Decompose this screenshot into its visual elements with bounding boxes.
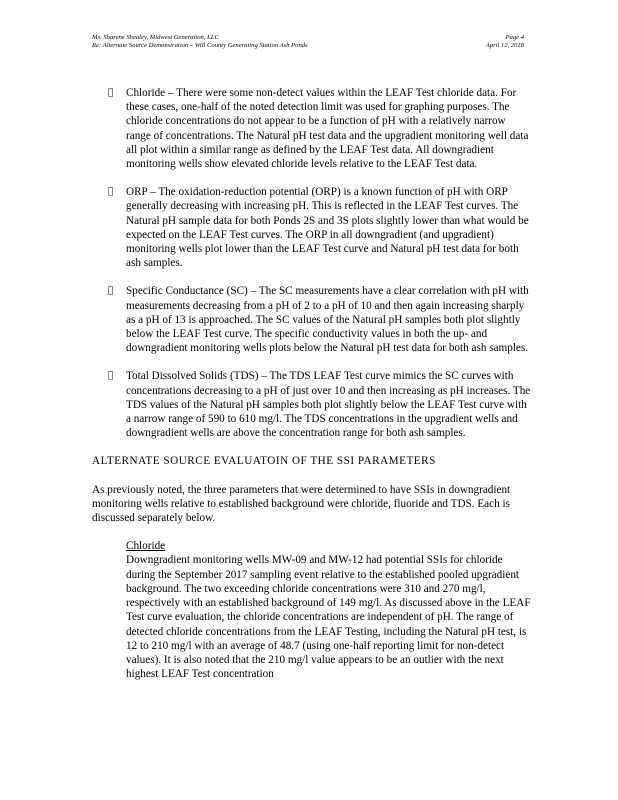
header-recipient: Ms. Sharene Shealey, Midwest Generation, LLC: [92, 34, 219, 41]
bullet-text: Total Dissolved Solids (TDS) – The TDS LEAF Test curve mimics the SC curves with concentrations decreasing to a pH of just over 10 and then increasing as pH increases. The TDS values of the Natural pH samples both plot slightly below the LEAF Test curve with a narrow range of 590 to 610 mg/l. The TDS concentrations in the upgradient wells and downgradient wells are above the concentration range for both ash samples.: [126, 370, 531, 440]
header-subject: Re: Alternate Source Demonstration – Will County Generating Station Ash Ponds: [92, 42, 308, 50]
section-heading: ALTERNATE SOURCE EVALUATOIN OF THE SSI PARAMETERS: [92, 455, 436, 468]
bullet-orp: [92, 185, 532, 270]
header-line-1: [92, 34, 524, 42]
bullet-glyph-icon: [108, 86, 113, 100]
header-date: April 12, 2018: [485, 42, 524, 50]
chloride-subsection: [92, 539, 532, 681]
header-page-number: Page 4: [505, 34, 524, 41]
document-body: [92, 86, 532, 681]
bullet-text: Chloride – There were some non-detect values within the LEAF Test chloride data. For these cases, one-half of the noted detection limit was used for graphing purposes. The chloride concentrations do not appear to be a function of pH with a relatively narrow range of concentrations. The Natural pH test data and the upgradient monitoring well data all plot within a similar range as defined by the LEAF Test data. All downgradient monitoring wells show elevated chloride levels relative to the LEAF Test data.: [126, 87, 529, 171]
bullet-text: Specific Conductance (SC) – The SC measurements have a clear correlation with pH with measurements decreasing from a pH of 2 to a pH of 10 and then again increasing sharply as a pH of 13 is approached. The SC values of the Natural pH samples both plot slightly below the LEAF Test curve. The specific conductivity values in both the up- and downgradient monitoring wells plots below the Natural pH test data for both ash samples.: [126, 285, 529, 355]
bullet-glyph-icon: [108, 185, 113, 199]
header-line-2: [92, 42, 524, 50]
chloride-text: Downgradient monitoring wells MW-09 and MW-12 had potential SSIs for chloride during the September 2017 sampling event relative to the established pooled upgradient background. The two exceeding chloride concentrations were 310 and 270 mg/l, respectively with an established background of 149 mg/l. As discussed above in the LEAF Test curve evaluation, the chloride concentrations are independent of pH. The range of detected chloride concentrations from the LEAF Testing, including the Natural pH test, is 12 to 210 mg/l with an average of 48.7 (using one-half reporting limit for non-detect values). It is also noted that the 210 mg/l value appears to be an outlier with the next highest LEAF Test concentration: [126, 554, 531, 681]
bullet-glyph-icon: [108, 284, 113, 298]
bullet-tds: [92, 369, 532, 440]
bullet-chloride: [92, 86, 532, 171]
page-header: [92, 34, 524, 51]
bullet-text: ORP – The oxidation-reduction potential (ORP) is a known function of pH with ORP generally decreasing with increasing pH. This is reflected in the LEAF Test curves. The Natural pH sample data for both Ponds 2S and 3S plots slightly lower than what would be expected on the LEAF Test curves. The ORP in all downgradient (and upgradient) monitoring wells plot lower than the LEAF Test curve and Natural pH test data for both ash samples.: [126, 186, 529, 270]
chloride-heading: Chloride: [126, 540, 166, 553]
bullet-glyph-icon: [108, 369, 113, 383]
bullet-specific-conductance: [92, 284, 532, 355]
section-intro: As previously noted, the three parameters that were determined to have SSIs in downgradient monitoring wells relative to established background were chloride, fluoride and TDS. Each is discussed separately below.: [92, 483, 511, 525]
